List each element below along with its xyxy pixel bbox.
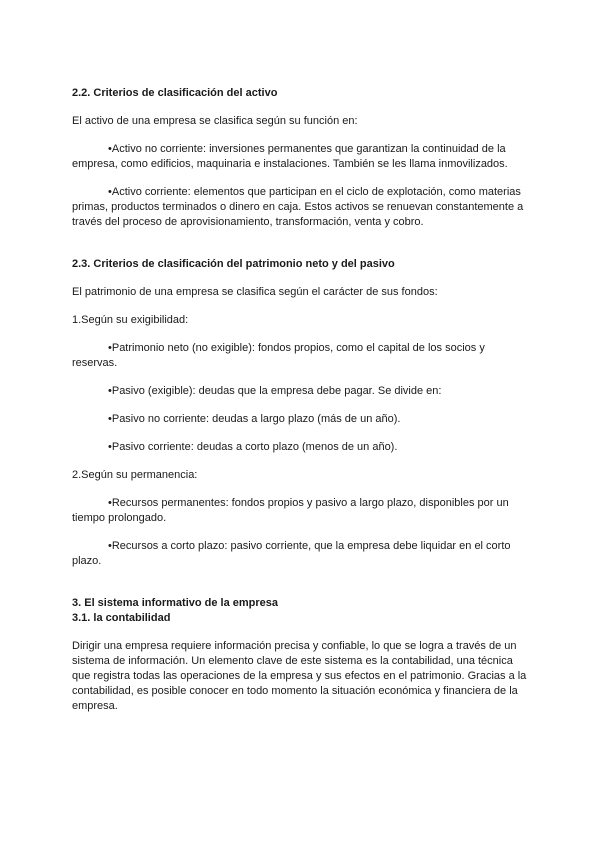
- bullet-recursos-permanentes: •Recursos permanentes: fondos propios y pasivo a largo plazo, disponibles por un tiempo prolongado.: [72, 497, 509, 524]
- bullet-pasivo-corriente: •Pasivo corriente: deudas a corto plazo (menos de un año).: [108, 441, 398, 453]
- bullet-pasivo: •Pasivo (exigible): deudas que la empresa debe pagar. Se divide en:: [108, 385, 442, 397]
- section-2-3-intro: El patrimonio de una empresa se clasifica según el carácter de sus fondos:: [72, 286, 438, 298]
- section-2-3-heading: 2.3. Criterios de clasificación del patrimonio neto y del pasivo: [72, 258, 395, 270]
- section-2-2-intro: El activo de una empresa se clasifica según su función en:: [72, 115, 358, 127]
- section-2-2-heading: 2.2. Criterios de clasificación del activo: [72, 87, 278, 99]
- bullet-patrimonio-neto: •Patrimonio neto (no exigible): fondos propios, como el capital de los socios y reservas.: [72, 342, 485, 369]
- bullet-activo-no-corriente: •Activo no corriente: inversiones permanentes que garantizan la continuidad de la empresa, como edificios, maquinaria e instalaciones. También se les llama inmovilizados.: [72, 143, 508, 170]
- bullet-pasivo-no-corriente: •Pasivo no corriente: deudas a largo plazo (más de un año).: [108, 413, 401, 425]
- bullet-recursos-corto-plazo: •Recursos a corto plazo: pasivo corriente, que la empresa debe liquidar en el corto plazo.: [72, 540, 511, 567]
- section-3-heading: 3. El sistema informativo de la empresa: [72, 597, 279, 609]
- group1-label: 1.Según su exigibilidad:: [72, 314, 189, 326]
- bullet-activo-corriente: •Activo corriente: elementos que participan en el ciclo de explotación, como materias primas, productos terminados o dinero en caja. Estos activos se renuevan constantemente a través del proceso de aprovisionamiento, transformación, venta y cobro.: [72, 186, 524, 228]
- section-3-1-paragraph: Dirigir una empresa requiere información precisa y confiable, lo que se logra a través de un sistema de información. Un elemento clave de este sistema es la contabilidad, una técnica que registra todas las operaciones de la empresa y sus efectos en el patrimonio. Gracias a la contabilidad, es posible conocer en todo momento la situación económica y financiera de la empresa.: [72, 640, 527, 712]
- section-3-1-subheading: 3.1. la contabilidad: [72, 612, 171, 624]
- group2-label: 2.Según su permanencia:: [72, 469, 198, 481]
